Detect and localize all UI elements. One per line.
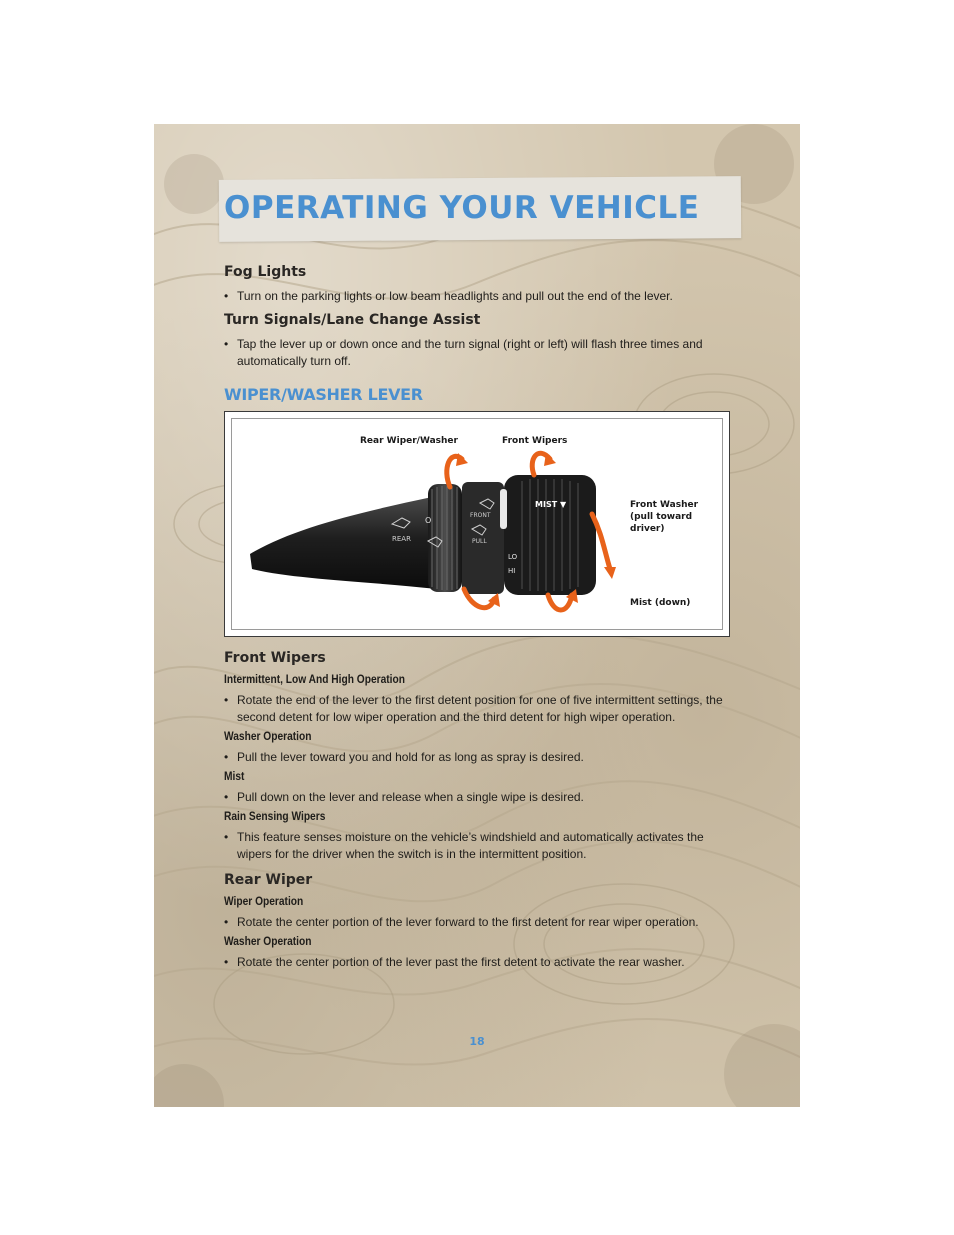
lever-rear-text: REAR [392,535,411,543]
content-top [224,264,734,404]
lever-mist-text: MIST ▼ [535,500,567,509]
mist-bullet: • Pull down on the lever and release when a single wipe is desired. [224,789,734,806]
lever-lo-text: LO [508,553,518,561]
fog-lights-bullet: • Turn on the parking lights or low beam headlights and pull out the end of the lever. [224,288,734,305]
wiper-operation-heading: Wiper Operation [224,894,304,908]
label-front-washer: Front Washer (pull toward driver) [630,500,699,534]
wiper-operation-bullet: • Rotate the center portion of the lever forward to the first detent for rear wiper operation. [224,914,734,931]
turn-signals-bullet: • Tap the lever up or down once and the turn signal (right or left) will flash three times and automatically turn off. [224,336,734,370]
rear-washer-operation-bullet: • Rotate the center portion of the lever past the first detent to activate the rear washer. [224,954,734,971]
label-front-wipers: Front Wipers [502,436,568,446]
page-number: 18 [469,1035,485,1048]
lever-pull-text: PULL [472,538,487,545]
rear-wiper-heading: Rear Wiper [224,872,313,888]
rain-sensing-heading: Rain Sensing Wipers [224,809,326,823]
label-rear-wiper-washer: Rear Wiper/Washer [360,436,458,446]
figure-frame [231,418,723,630]
content-bottom [224,650,734,971]
front-wipers-heading: Front Wipers [224,650,326,666]
rear-washer-operation-heading: Washer Operation [224,934,312,948]
intermittent-bullet: • Rotate the end of the lever to the first detent position for one of five intermittent settings, the second detent for low wiper operation and the third detent for high wiper operation. [224,692,734,726]
mist-heading: Mist [224,769,245,783]
lever-hi-text: HI [508,567,516,575]
label-mist-down: Mist (down) [630,598,691,608]
lever-front-text: FRONT [470,512,491,519]
washer-operation-heading: Washer Operation [224,729,312,743]
page-title: OPERATING YOUR VEHICLE [224,190,700,226]
lever-stalk [250,497,437,589]
wiper-lever-figure [224,411,730,637]
manual-page [154,124,800,1107]
lever-off-text: O [425,516,432,525]
turn-signals-heading: Turn Signals/Lane Change Assist [224,312,481,328]
front-wiper-knob [504,475,596,595]
intermittent-heading: Intermittent, Low And High Operation [224,672,405,686]
wiper-washer-heading: WIPER/WASHER LEVER [224,385,423,404]
rain-sensing-bullet: • This feature senses moisture on the vehicle’s windshield and automatically activates the wipers for the driver when the switch is in the intermittent position. [224,829,734,863]
fog-lights-heading: Fog Lights [224,264,307,280]
indicator-slot [500,489,507,529]
washer-operation-bullet: • Pull the lever toward you and hold for as long as spray is desired. [224,749,734,766]
